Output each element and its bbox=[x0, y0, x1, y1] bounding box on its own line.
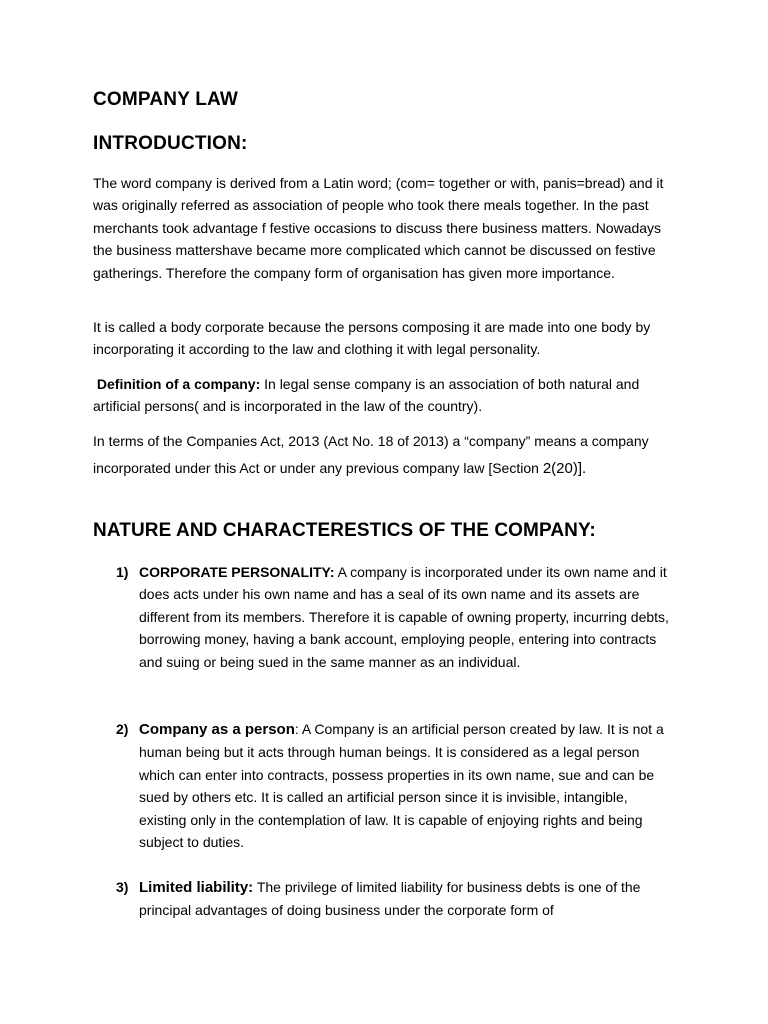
list-number: 2) bbox=[116, 721, 129, 737]
list-item-body: The privilege of limited liability for business debts is one of the principal advantages of doing business under the corporate form of bbox=[139, 879, 641, 919]
definition-text: In legal sense company is an association of both natural and artificial persons( and is incorporated in the law of the country). bbox=[93, 376, 640, 415]
act-paragraph bbox=[93, 430, 673, 486]
list-item-text bbox=[139, 876, 676, 922]
definition-label: Definition of a company: bbox=[96, 376, 261, 392]
list-item-text bbox=[139, 561, 676, 673]
list-item-body: : A Company is an artificial person created by law. It is not a human being but it acts through human beings. It is considered as a legal person which can enter into contracts, possess properties in its own name, sue and can be sued by others etc. It is called an artificial person since it is invisible, intangible, existing only in the contemplation of law. It is capable of enjoying rights and being subject to duties. bbox=[139, 721, 664, 851]
list-item bbox=[116, 876, 676, 922]
nature-heading: NATURE AND CHARACTERESTICS OF THE COMPANY: bbox=[93, 520, 596, 541]
list-item bbox=[116, 718, 676, 853]
list-item bbox=[116, 561, 676, 673]
act-text: In terms of the Companies Act, 2013 (Act No. 18 of 2013) a “company” means a company incorporated under this Act or under any previous company law [Section bbox=[93, 433, 649, 477]
document-title: COMPANY LAW bbox=[93, 89, 239, 110]
act-section: 2(20)]. bbox=[542, 460, 587, 478]
list-item-body: A company is incorporated under its own name and it does acts under his own name and has a seal of its own name and its assets are different from its members. Therefore it is capable of owning property, incurring debts, borrowing money, having a bank account, employing people, entering into contracts and suing or being sued in the same manner as an individual. bbox=[139, 564, 669, 670]
list-item-text bbox=[139, 718, 676, 853]
list-item-lead: Company as a person bbox=[139, 721, 295, 738]
intro-paragraph-1: The word company is derived from a Latin word; (com= together or with, panis=bread) and it was originally referred as association of people who took there meals together. In the past merchants took advantage f festive occasions to discuss there business matters. Nowadays the business mattershave became more complicated which cannot be discussed on festive gatherings. Therefore the company form of organisation has given more importance. bbox=[93, 175, 664, 281]
list-item-lead: Limited liability: bbox=[139, 879, 254, 896]
list-item-lead: CORPORATE PERSONALITY: bbox=[139, 564, 335, 580]
list-number: 1) bbox=[116, 564, 129, 580]
list-number: 3) bbox=[116, 879, 129, 895]
intro-paragraph-2: It is called a body corporate because the persons composing it are made into one body by incorporating it according to the law and clothing it with legal personality. bbox=[93, 319, 651, 358]
introduction-heading: INTRODUCTION: bbox=[93, 133, 248, 154]
definition-paragraph bbox=[93, 373, 673, 418]
